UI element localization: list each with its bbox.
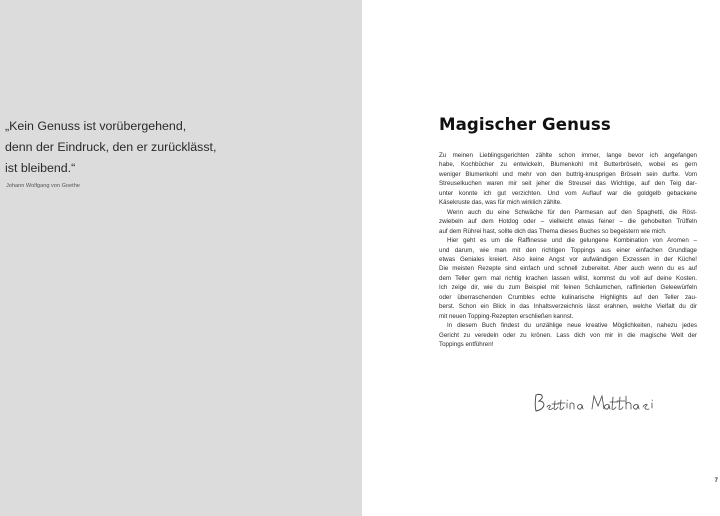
- text-line: und darum, wie man mit den richtigen Toppings aus einer einfachen Grundlage: [439, 246, 697, 254]
- page-title: Magischer Genuss: [439, 115, 611, 134]
- text-line: unter konnte ich gut verzichten. Und vom Auflauf war die goldgelb gebackene: [439, 189, 697, 197]
- quote-line: denn der Eindruck, den er zurücklässt,: [5, 140, 217, 154]
- right-page: [362, 0, 720, 516]
- text-line: berst. Schon ein Blick in das Inhaltsverzeichnis lässt erahnen, welche Vielfalt du dir: [439, 303, 697, 311]
- epigraph-quote: [5, 116, 335, 179]
- text-line: auf dem Rührei hast, sollte dich das Thema dieses Buches so begeistern wie mich.: [439, 227, 667, 235]
- text-line: Wenn auch du eine Schwäche für den Parmesan auf den Spaghetti, die Röst-: [447, 208, 697, 216]
- paragraph: [439, 236, 697, 321]
- text-line: In diesem Buch findest du unzählige neue kreative Möglichkeiten, nahezu jedes: [447, 322, 697, 330]
- text-line: Gericht zu veredeln oder zu krönen. Lass dich von mir in die magische Welt der: [439, 331, 697, 339]
- text-line: etwas Geniales kreiert. Also keine Angst vor aufwändigen Exzessen in der Küche!: [439, 255, 697, 263]
- text-line: Die meisten Rezepte sind einfach und schnell zubereitet. Aber auch wenn du es auf: [439, 265, 697, 273]
- text-line: Toppings entführen!: [439, 341, 494, 349]
- paragraph: [439, 208, 697, 236]
- text-line: weniger Blumenkohl und mehr von den buttrig-knusprigen Bröseln sein durfte. Vom: [439, 170, 697, 178]
- page-number: 7: [714, 478, 718, 484]
- signature-drawing: [532, 387, 657, 415]
- text-line: zwiebeln auf dem Hotdog oder – vielleicht etwas feiner – die gehobelten Trüffeln: [439, 218, 697, 226]
- author-signature: [532, 387, 657, 415]
- text-line: Zu meinen Lieblingsgerichten zählte schon immer, lange bevor ich angefangen: [439, 152, 697, 159]
- text-line: habe, Kochbücher zu entwickeln, Blumenkohl mit Butterbröseln, wobei es gern: [439, 161, 697, 169]
- text-line: Käsekruste das, was für mich wirklich zählte.: [439, 199, 562, 207]
- text-line: Hier geht es um die Raffinesse und die gelungene Kombination von Aromen –: [447, 237, 697, 245]
- quote-line: ist bleibend.“: [5, 161, 76, 175]
- text-line: oder überraschenden Crumbles echte kulinarische Highlights auf den Teller zau-: [439, 293, 697, 301]
- text-line: mit neuen Topping-Rezepten erschließen kannst.: [439, 312, 574, 320]
- body-text: [439, 151, 697, 350]
- text-line: Streuselkuchen waren mir seit jeher die Streusel das Wichtige, auf den Teig dar-: [439, 180, 697, 188]
- quote-line: „Kein Genuss ist vorübergehend,: [5, 119, 187, 133]
- quote-author: Johann Wolfgang von Goethe: [6, 183, 80, 189]
- text-line: dem Teller gern mal richtig krachen lassen willst, kommst du voll auf deine Kosten.: [439, 274, 697, 282]
- paragraph: [439, 321, 697, 349]
- text-line: Ich zeige dir, wie du zum Beispiel mit feinen Schäumchen, raffinierten Geleewürfeln: [439, 284, 697, 292]
- paragraph: [439, 151, 697, 208]
